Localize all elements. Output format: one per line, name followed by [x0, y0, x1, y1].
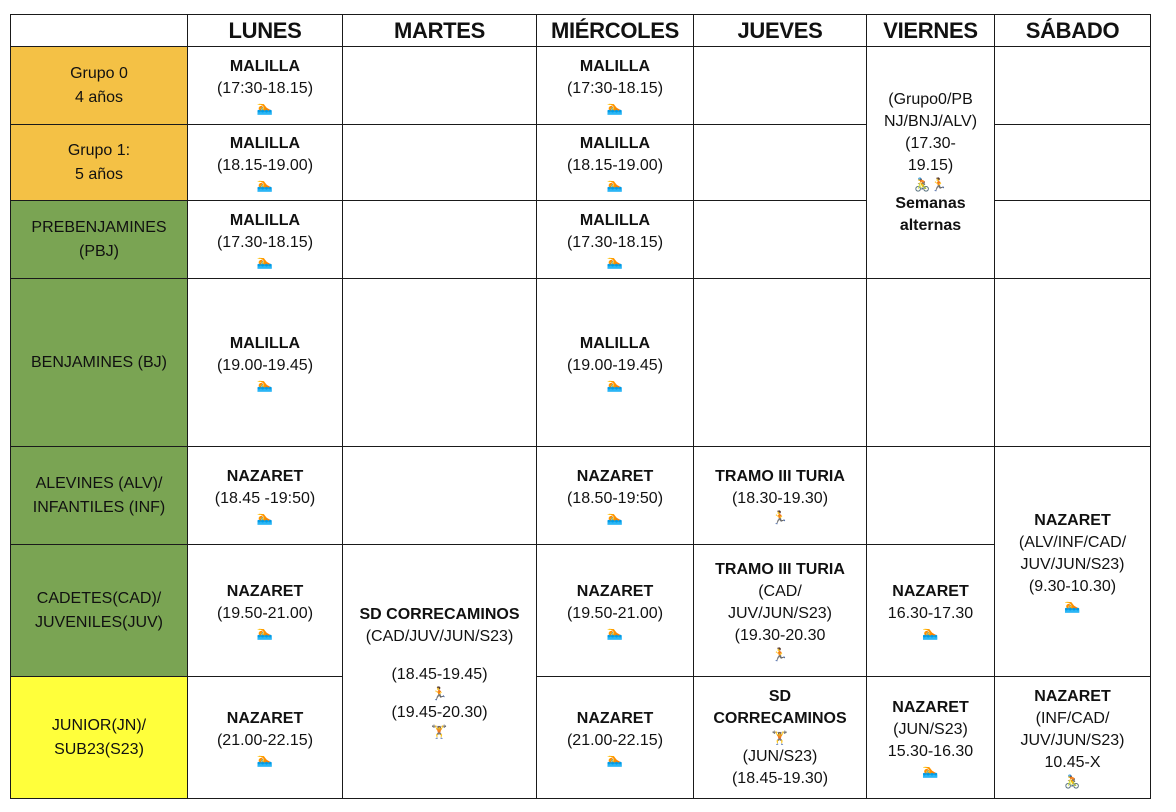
group-line: NJ/BNJ/ALV) — [883, 112, 978, 130]
day-header-martes: MARTES — [343, 15, 537, 47]
row-label-line: JUVENILES(JUV) — [34, 613, 164, 631]
group-line: (JUN/S23) — [742, 747, 818, 765]
cell-alv-lunes — [188, 447, 343, 545]
bike-run-icon: 🚴🏃 — [914, 176, 947, 192]
time-label: (21.00-22.15) — [566, 731, 664, 749]
day-header-lunes: LUNES — [188, 15, 343, 47]
row-label-line: Grupo 0 — [70, 64, 128, 82]
alternate-weeks-note: Semanas alternas — [895, 194, 966, 234]
cell-viernes-grupos — [867, 47, 995, 279]
time-label: (17.30-18.15) — [566, 233, 664, 251]
cell-cad-lunes — [188, 545, 343, 677]
cell-bj-viernes — [867, 279, 995, 447]
place-label: CORRECAMINOS — [713, 709, 847, 727]
row-alevines-infantiles — [11, 447, 1151, 545]
cell-pbj-jueves — [694, 201, 867, 279]
time-label: (18.30-19.30) — [731, 489, 829, 507]
corner-cell — [11, 15, 188, 47]
group-line: JUV/JUN/S23) — [1020, 731, 1125, 749]
cell-pbj-lunes — [188, 201, 343, 279]
place-label: SD — [768, 687, 792, 705]
group-line: (CAD/JUV/JUN/S23) — [365, 627, 514, 645]
time-label: (18.15-19.00) — [566, 156, 664, 174]
time-label: (21.00-22.15) — [216, 731, 314, 749]
cell-g1-martes — [343, 125, 537, 201]
time-label: (18.15-19.00) — [216, 156, 314, 174]
time-line: (17.30- — [905, 134, 956, 152]
swim-icon: 🏊 — [922, 762, 939, 778]
cell-g1-miercoles — [537, 125, 694, 201]
bike-icon: 🚴 — [1064, 773, 1081, 789]
time-label: (17.30-18.15) — [216, 233, 314, 251]
row-grupo-0 — [11, 47, 1151, 125]
cell-bj-lunes — [188, 279, 343, 447]
cell-g1-sabado — [995, 125, 1151, 201]
weights-icon: 🏋 — [771, 729, 789, 745]
cell-sabado-nazaret — [995, 447, 1151, 677]
row-label-line: SUB23(S23) — [54, 740, 144, 758]
cell-jn-jueves — [694, 677, 867, 799]
row-junior-sub23 — [11, 677, 1151, 799]
cell-pbj-sabado — [995, 201, 1151, 279]
time-line: (18.45-19.30) — [731, 769, 829, 787]
row-benjamines — [11, 279, 1151, 447]
swim-icon: 🏊 — [606, 176, 624, 192]
swim-icon: 🏊 — [606, 509, 624, 525]
group-line: (INF/CAD/ — [1035, 709, 1110, 727]
row-header-grupo-1 — [11, 125, 188, 201]
cell-alv-viernes — [867, 447, 995, 545]
cell-bj-martes — [343, 279, 537, 447]
cell-g0-miercoles — [537, 47, 694, 125]
swim-icon: 🏊 — [922, 624, 939, 640]
place-label: NAZARET — [226, 582, 304, 600]
place-label: NAZARET — [576, 582, 654, 600]
group-line: (JUN/S23) — [893, 720, 968, 738]
place-label: TRAMO III TURIA — [715, 560, 845, 578]
cell-g0-sabado — [995, 47, 1151, 125]
row-header-benjamines — [11, 279, 188, 447]
place-label: NAZARET — [892, 698, 969, 716]
time-line: (18.45-19.45) — [391, 665, 488, 683]
time-line: (19.30-20.30 — [734, 626, 826, 644]
spacer — [345, 648, 534, 664]
swim-icon: 🏊 — [1064, 597, 1081, 613]
row-header-alevines-infantiles — [11, 447, 188, 545]
swim-icon: 🏊 — [606, 751, 624, 767]
cell-cad-miercoles — [537, 545, 694, 677]
cell-g1-jueves — [694, 125, 867, 201]
cell-martes-correcaminos — [343, 545, 537, 799]
row-cadetes-juveniles — [11, 545, 1151, 677]
place-label: MALILLA — [579, 134, 651, 152]
swim-icon: 🏊 — [256, 509, 274, 525]
place-label: NAZARET — [576, 467, 654, 485]
cell-g0-jueves — [694, 47, 867, 125]
time-line: (9.30-10.30) — [1028, 577, 1117, 595]
place-label: NAZARET — [892, 582, 969, 600]
row-label-line: JUNIOR(JN)/ — [51, 716, 147, 734]
row-label-line: PREBENJAMINES — [31, 218, 167, 236]
place-label: MALILLA — [229, 134, 301, 152]
time-line: 10.45-X — [1044, 753, 1101, 771]
run-icon: 🏃 — [431, 685, 448, 701]
weights-icon: 🏋 — [431, 723, 448, 739]
cell-bj-jueves — [694, 279, 867, 447]
day-header-jueves: JUEVES — [694, 15, 867, 47]
time-line: 19.15) — [907, 156, 954, 174]
swim-icon: 🏊 — [256, 624, 274, 640]
group-line: (CAD/ — [758, 582, 802, 600]
row-label-line: Grupo 1: — [67, 141, 131, 159]
row-label-line: 5 años — [74, 165, 124, 183]
cell-g0-martes — [343, 47, 537, 125]
time-label: (19.00-19.45) — [566, 356, 664, 374]
swim-icon: 🏊 — [606, 376, 624, 392]
cell-alv-jueves — [694, 447, 867, 545]
place-label: MALILLA — [229, 334, 301, 352]
cell-pbj-martes — [343, 201, 537, 279]
run-icon: 🏃 — [771, 646, 789, 662]
row-header-prebenjamines — [11, 201, 188, 279]
swim-icon: 🏊 — [256, 176, 274, 192]
row-label-line: 4 años — [74, 88, 124, 106]
group-line: JUV/JUN/S23) — [727, 604, 833, 622]
place-label: MALILLA — [229, 211, 301, 229]
swim-icon: 🏊 — [256, 376, 274, 392]
place-label: TRAMO III TURIA — [715, 467, 845, 485]
swim-icon: 🏊 — [256, 99, 274, 115]
cell-alv-martes — [343, 447, 537, 545]
place-label: MALILLA — [579, 57, 651, 75]
time-label: (18.50-19:50) — [566, 489, 664, 507]
swim-icon: 🏊 — [606, 624, 624, 640]
time-label: (17:30-18.15) — [216, 79, 314, 97]
group-line: JUV/JUN/S23) — [1020, 555, 1125, 573]
row-label-line: INFANTILES (INF) — [32, 498, 166, 516]
row-label-line: CADETES(CAD)/ — [36, 589, 162, 607]
place-label: NAZARET — [1034, 511, 1111, 529]
day-header-viernes: VIERNES — [867, 15, 995, 47]
cell-bj-sabado — [995, 279, 1151, 447]
place-label: MALILLA — [229, 57, 301, 75]
cell-jn-viernes — [867, 677, 995, 799]
time-label: (19.50-21.00) — [566, 604, 664, 622]
run-icon: 🏃 — [771, 509, 789, 525]
day-header-sabado: SÁBADO — [995, 15, 1151, 47]
row-label-line: BENJAMINES (BJ) — [30, 353, 167, 371]
swim-icon: 🏊 — [606, 253, 624, 269]
cell-cad-viernes — [867, 545, 995, 677]
day-header-miercoles: MIÉRCOLES — [537, 15, 694, 47]
header-row — [11, 15, 1151, 47]
row-header-grupo-0 — [11, 47, 188, 125]
group-line: (Grupo0/PB — [888, 90, 973, 108]
time-label: 16.30-17.30 — [887, 604, 974, 622]
cell-pbj-miercoles — [537, 201, 694, 279]
time-label: (17:30-18.15) — [566, 79, 664, 97]
place-label: MALILLA — [579, 334, 651, 352]
cell-g0-lunes — [188, 47, 343, 125]
cell-cad-jueves — [694, 545, 867, 677]
place-label: SD CORRECAMINOS — [359, 605, 520, 623]
place-label: NAZARET — [576, 709, 654, 727]
swim-icon: 🏊 — [256, 253, 274, 269]
row-label-line: (PBJ) — [79, 242, 119, 260]
swim-icon: 🏊 — [606, 99, 624, 115]
cell-jn-miercoles — [537, 677, 694, 799]
time-label: (19.00-19.45) — [216, 356, 314, 374]
place-label: NAZARET — [226, 709, 304, 727]
cell-g1-lunes — [188, 125, 343, 201]
cell-bj-miercoles — [537, 279, 694, 447]
row-header-cadetes-juveniles — [11, 545, 188, 677]
place-label: NAZARET — [1034, 687, 1111, 705]
swim-icon: 🏊 — [256, 751, 274, 767]
row-label-line: ALEVINES (ALV)/ — [35, 474, 163, 492]
time-label: (19.50-21.00) — [216, 604, 314, 622]
time-label: (18.45 -19:50) — [214, 489, 316, 507]
group-line: (ALV/INF/CAD/ — [1018, 533, 1127, 551]
cell-jn-lunes — [188, 677, 343, 799]
cell-jn-sabado — [995, 677, 1151, 799]
place-label: MALILLA — [579, 211, 651, 229]
row-header-junior-sub23 — [11, 677, 188, 799]
place-label: NAZARET — [226, 467, 304, 485]
time-line: (19.45-20.30) — [391, 703, 488, 721]
training-schedule-table — [10, 14, 1151, 799]
time-line: 15.30-16.30 — [887, 742, 974, 760]
cell-alv-miercoles — [537, 447, 694, 545]
